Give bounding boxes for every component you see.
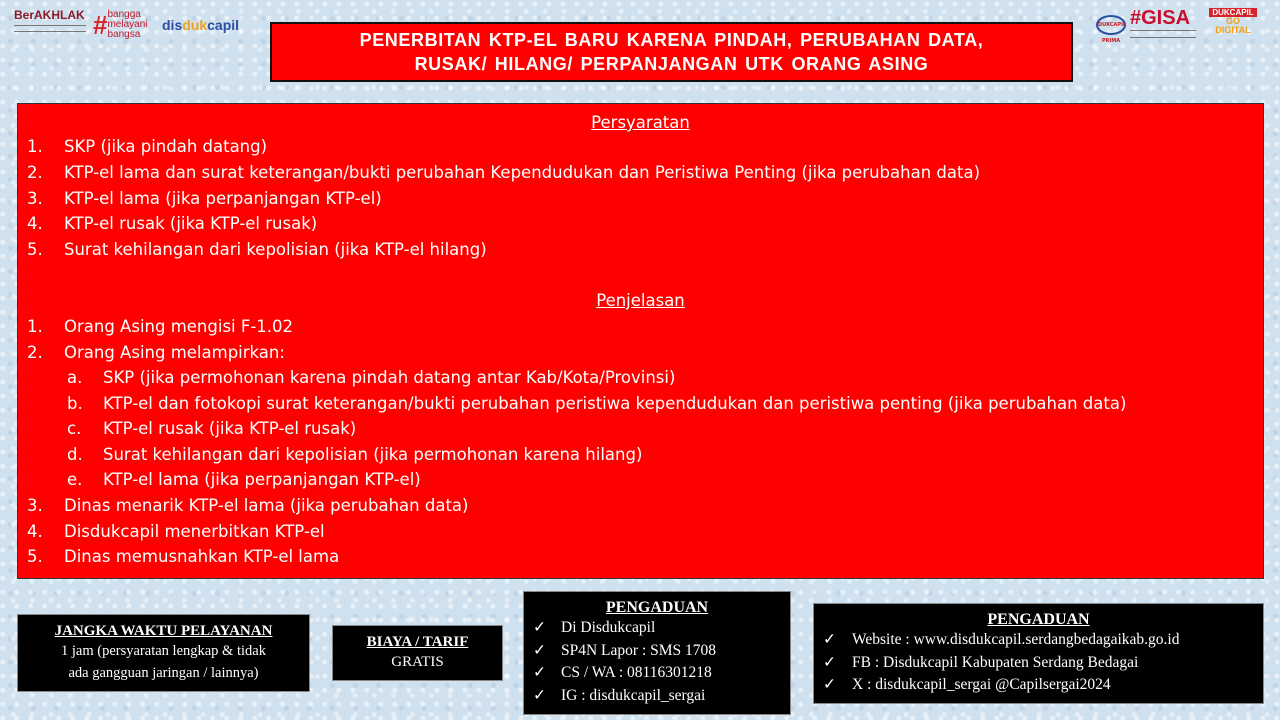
service-time-heading: JANGKA WAKTU PELAYANAN	[54, 623, 273, 639]
requirements-panel: Persyaratan 1. SKP (jika pindah datang) 2. KTP-el lama dan surat keterangan/bukti perubahan Kependudukan dan Peristiwa Penting (jika perubahan data) 3. KTP-el lama (jika perpanjangan KTP-el) 4. KTP-el rusak (jika KTP-el rusak) 5. Surat kehilangan dari kepolisian (jika KTP-el hilang) Penjelasan 1. Orang Asing mengisi F-1.02 2. Orang Asing melampirkan: a. SKP (jika permohonan karena pindah datang antar Kab/Kota/Provinsi) b. KTP-el dan fotokopi surat keterangan/bukti perubahan peristiwa kependudukan dan peristiwa penting (jika perubahan data) c. KTP-el rusak (jika KTP-el rusak) d. Surat kehilangan dari kepolisian (jika permohonan karena hilang) e. KTP-el lama (jika perpanjangan KTP-el) 3. Dinas menarik KTP-el lama (jika perubahan data) 4. Disdukcapil menerbitkan KTP-el 5. Dinas memusnahkan KTP-el lama	[17, 103, 1264, 579]
service-time-line-2: ada gangguan jaringan / lainnya)	[68, 665, 259, 681]
check-icon: ✓	[823, 653, 836, 671]
title-line-1: PENERBITAN KTP-EL BARU KARENA PINDAH, PERUBAHAN DATA,	[359, 30, 984, 50]
complaint-row: ✓ SP4N Lapor : SMS 1708	[524, 640, 790, 663]
bangga-melayani-bangsa-logo	[93, 8, 157, 42]
check-icon: ✓	[823, 631, 836, 648]
dukcapil-prima-logo	[1096, 8, 1126, 42]
fee-value: GRATIS	[391, 654, 444, 670]
gisa-logo-text: #GISA	[1130, 7, 1191, 29]
complaint-heading: PENGADUAN	[605, 599, 709, 616]
penjelasan-heading: Penjelasan	[596, 291, 685, 310]
check-icon: ✓	[533, 686, 546, 704]
complaint-row: ✓ IG : disdukcapil_sergai	[524, 685, 790, 708]
complaint-row: ✓ FB : Disdukcapil Kabupaten Serdang Bedagai	[814, 652, 1263, 675]
check-icon: ✓	[533, 664, 546, 681]
berakhlak-logo	[14, 8, 94, 42]
berakhlak-logo-tagline	[14, 25, 86, 32]
disdukcapil-logo: dis duk capil	[162, 17, 240, 33]
complaint-heading: PENGADUAN	[987, 611, 1090, 628]
bangga-words: bangga melayani bangsa	[107, 9, 148, 40]
dukcapil-go-digital-logo: DUKCAPIL GO DIGITAL	[1203, 8, 1263, 42]
page-title	[270, 22, 1073, 82]
check-icon: ✓	[823, 676, 836, 693]
service-time-box	[17, 614, 310, 692]
gisa-logo-tagline	[1130, 30, 1196, 38]
complaint-row: ✓ Di Disdukcapil	[524, 617, 790, 640]
fee-heading: BIAYA / TARIF	[366, 634, 469, 650]
complaint-row: ✓ Website : www.disdukcapil.serdangbedagaikab.go.id	[814, 629, 1263, 652]
complaint-row: ✓ X : disdukcapil_sergai @Capilsergai2024	[814, 674, 1263, 697]
persyaratan-heading: Persyaratan	[591, 113, 690, 132]
service-time-line-1: 1 jam (persyaratan lengkap & tidak	[61, 643, 266, 659]
bangga-hash: #	[93, 10, 108, 40]
prima-emblem: DUKCAPIL PRIMA	[1096, 15, 1126, 35]
berakhlak-logo-text: BerAKHLAK	[14, 8, 85, 22]
title-line-2: RUSAK/ HILANG/ PERPANJANGAN UTK ORANG ASING	[414, 54, 929, 74]
gisa-logo	[1130, 8, 1200, 42]
check-icon: ✓	[533, 641, 546, 659]
complaint-box-1	[523, 591, 791, 715]
complaint-box-2	[813, 603, 1264, 704]
complaint-row: ✓ CS / WA : 08116301218	[524, 662, 790, 685]
fee-box	[332, 625, 503, 681]
check-icon: ✓	[533, 619, 546, 636]
